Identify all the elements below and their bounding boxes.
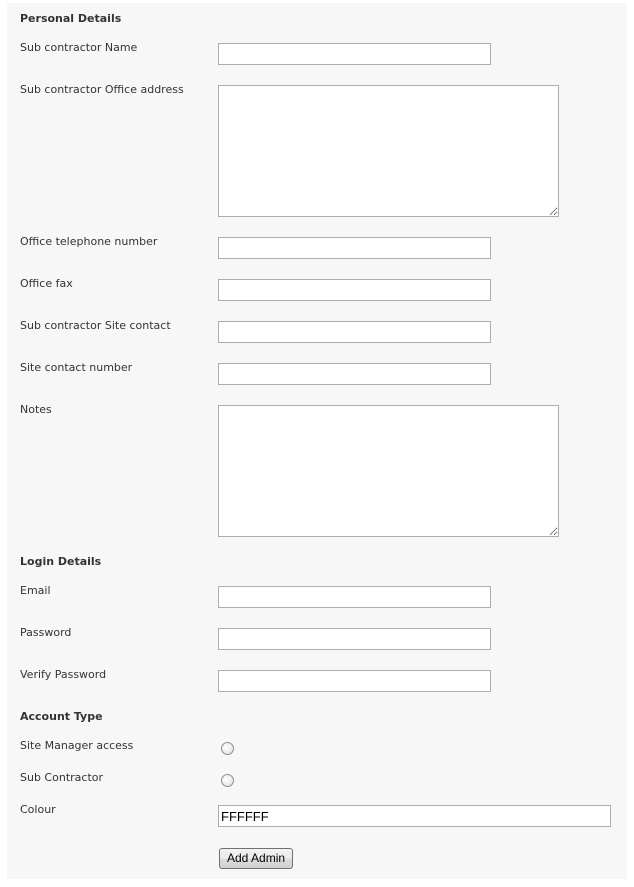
colour-input[interactable] — [218, 805, 611, 827]
office-address-label: Sub contractor Office address — [20, 83, 184, 96]
add-admin-button[interactable]: Add Admin — [219, 848, 293, 869]
site-contact-number-label: Site contact number — [20, 361, 133, 374]
login-details-heading: Login Details — [20, 555, 102, 568]
email-label: Email — [20, 584, 51, 597]
site-manager-access-radio[interactable] — [221, 742, 234, 755]
email-input[interactable] — [218, 586, 491, 608]
colour-label: Colour — [20, 803, 56, 816]
office-telephone-input[interactable] — [218, 237, 491, 259]
office-address-textarea[interactable] — [218, 85, 559, 217]
office-fax-label: Office fax — [20, 277, 73, 290]
password-label: Password — [20, 626, 72, 639]
subcontractor-name-label: Sub contractor Name — [20, 41, 138, 54]
verify-password-label: Verify Password — [20, 668, 107, 681]
notes-label: Notes — [20, 403, 52, 416]
account-type-heading: Account Type — [20, 710, 103, 723]
site-manager-access-label: Site Manager access — [20, 739, 134, 752]
office-telephone-label: Office telephone number — [20, 235, 158, 248]
verify-password-input[interactable] — [218, 670, 491, 692]
office-fax-input[interactable] — [218, 279, 491, 301]
sub-contractor-label: Sub Contractor — [20, 771, 104, 784]
site-contact-number-input[interactable] — [218, 363, 491, 385]
site-contact-label: Sub contractor Site contact — [20, 319, 171, 332]
notes-textarea[interactable] — [218, 405, 559, 537]
password-input[interactable] — [218, 628, 491, 650]
sub-contractor-radio[interactable] — [221, 774, 234, 787]
personal-details-heading: Personal Details — [20, 12, 122, 25]
site-contact-input[interactable] — [218, 321, 491, 343]
subcontractor-name-input[interactable] — [218, 43, 491, 65]
